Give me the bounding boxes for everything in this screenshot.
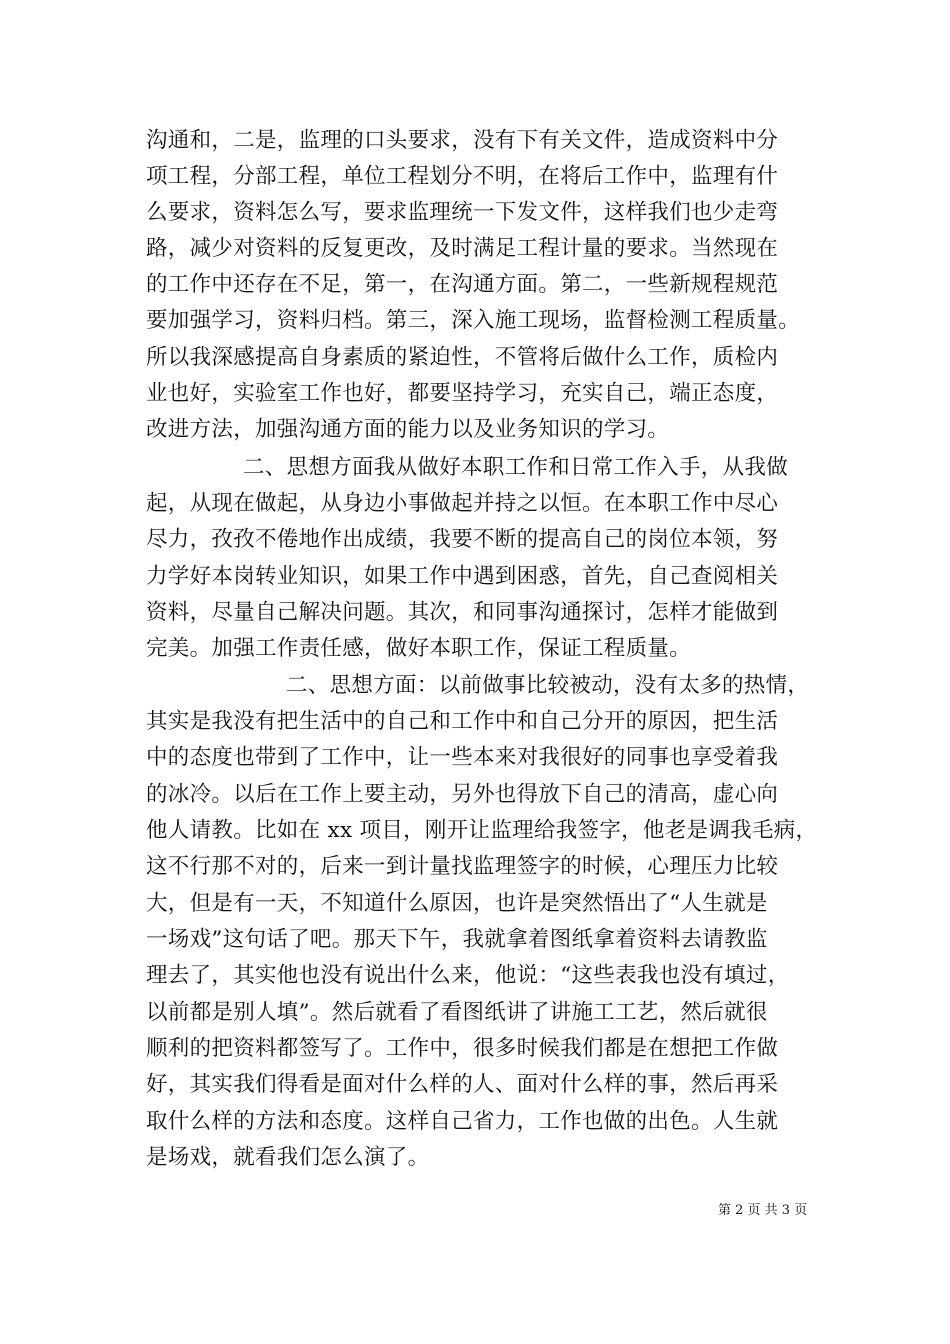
text-line: 中的态度也带到了工作中，让一些本来对我很好的同事也享受着我 (146, 745, 779, 770)
text-line: 么要求，资料怎么写，要求监理统一下发文件，这样我们也少走弯 (146, 200, 779, 225)
text-line: 力学好本岗转业知识，如果工作中遇到困惑，首先，自己查阅相关 (146, 564, 779, 589)
text-line: 业也好，实验室工作也好，都要坚持学习，充实自己，端正态度， (146, 381, 779, 406)
text-line: 理去了，其实他也没有说出什么来，他说：“这些表我也没有填过， (146, 963, 790, 988)
text-line: 改进方法，加强沟通方面的能力以及业务知识的学习。 (146, 417, 670, 442)
text-line: 取什么样的方法和态度。这样自己省力，工作也做的出色。人生就 (146, 1109, 779, 1134)
text-line: 要加强学习，资料归档。第三，深入施工现场，监督检测工程质量。 (146, 308, 801, 333)
text-line: 的冰冷。以后在工作上要主动，另外也得放下自己的清高，虚心向 (146, 782, 779, 807)
paragraph-heading: 二、思想方面：以前做事比较被动，没有太多的热情， (286, 673, 810, 698)
text-line: 尽力，孜孜不倦地作出成绩，我要不断的提高自己的岗位本领，努 (146, 527, 779, 552)
text-line: 顺利的把资料都签写了。工作中，很多时候我们都是在想把工作做 (146, 1036, 779, 1061)
text-line: 起，从现在做起，从身边小事做起并持之以恒。在本职工作中尽心 (146, 491, 779, 516)
text-line: 所以我深感提高自身素质的紧迫性，不管将后做什么工作，质检内 (146, 345, 779, 370)
text-line: 完美。加强工作责任感，做好本职工作，保证工程质量。 (146, 636, 692, 661)
text-line: 这不行那不对的，后来一到计量找监理签字的时候，心理压力比较 (146, 854, 779, 879)
text-line: 资料，尽量自己解决问题。其次，和同事沟通探讨，怎样才能做到 (146, 600, 779, 625)
text-line: 路，减少对资料的反复更改，及时满足工程计量的要求。当然现在 (146, 236, 779, 261)
text-line: 大，但是有一天，不知道什么原因，也许是突然悟出了“人生就是 (146, 891, 768, 916)
text-line: 其实是我没有把生活中的自己和工作中和自己分开的原因，把生活 (146, 709, 779, 734)
text-line: 好，其实我们得看是面对什么样的人、面对什么样的事，然后再采 (146, 1072, 779, 1097)
text-line: 他人请教。比如在 xx 项目，刚开让监理给我签字，他老是调我毛病， (146, 818, 818, 843)
text-line: 以前都是别人填”。然后就看了看图纸讲了讲施工工艺，然后就很 (146, 1000, 768, 1025)
page-number-footer: 第 2 页 共 3 页 (718, 1203, 808, 1218)
paragraph-heading: 二、思想方面我从做好本职工作和日常工作入手，从我做 (243, 455, 789, 480)
text-line: 沟通和，二是，监理的口头要求，没有下有关文件，造成资料中分 (146, 128, 779, 153)
text-line: 项工程，分部工程，单位工程划分不明，在将后工作中，监理有什 (146, 164, 779, 189)
text-line: 是场戏，就看我们怎么演了。 (146, 1145, 430, 1170)
text-line: 一场戏”这句话了吧。那天下午，我就拿着图纸拿着资料去请教监 (146, 927, 768, 952)
text-line: 的工作中还存在不足，第一，在沟通方面。第二，一些新规程规范 (146, 272, 779, 297)
